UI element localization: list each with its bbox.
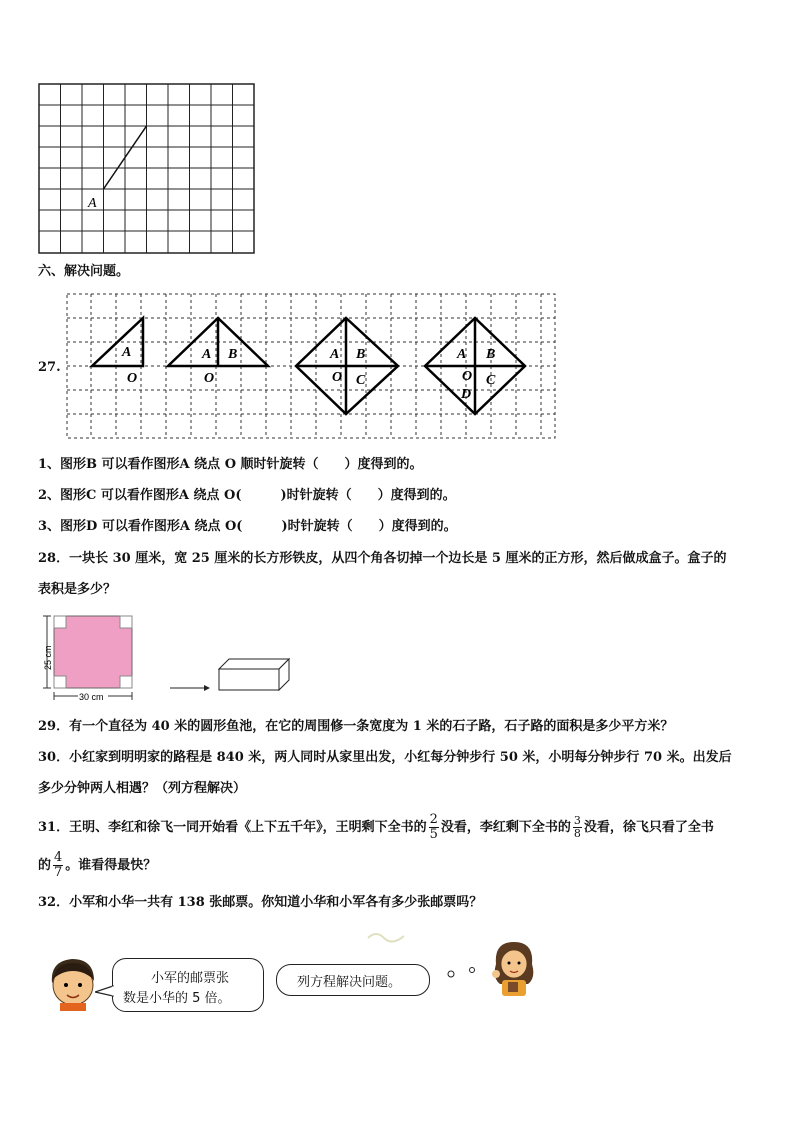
boy-speech-bubble bbox=[112, 958, 264, 1012]
q29: 29．有一个直径为 40 米的圆形鱼池，在它的周围修一条宽度为 1 米的石子路，石子路的面积是多少平方米？ bbox=[38, 719, 674, 734]
point-a-label: A bbox=[88, 196, 97, 211]
fraction-four-sevenths: $\frac{4}{7}$ bbox=[54, 850, 63, 880]
svg-text:B: B bbox=[228, 347, 238, 362]
bubble-tail bbox=[95, 985, 115, 997]
q28-line2: 表积是多少？ bbox=[38, 582, 117, 597]
q31-line1: 31．王明、李红和徐飞一同开始看《上下五千年》，王明剩下全书的 $\frac{2}{5}$ 没看，李红剩下全书的 $\frac{3}{8}$ 没看，徐飞只看了全书 bbox=[38, 812, 714, 842]
grid-figure bbox=[38, 83, 256, 255]
svg-text:O: O bbox=[332, 370, 343, 385]
svg-text:C: C bbox=[356, 373, 366, 388]
svg-text:A: A bbox=[457, 347, 467, 362]
q27-sub1: 1、图形B 可以看作图形A 绕点 O 顺时针旋转（ ）度得到的。 bbox=[38, 457, 423, 472]
q27-number: 27. bbox=[38, 360, 61, 375]
fraction-two-fifths: $\frac{2}{5}$ bbox=[429, 812, 438, 842]
svg-text:A: A bbox=[122, 345, 132, 360]
q32: 32．小军和小华一共有 138 张邮票。你知道小华和小军各有多少张邮票吗？ bbox=[38, 895, 483, 910]
svg-text:B: B bbox=[486, 347, 496, 362]
rotation-figure bbox=[66, 292, 558, 440]
svg-text:D: D bbox=[461, 387, 472, 402]
svg-text:A: A bbox=[330, 347, 340, 362]
q28-line1: 28．一块长 30 厘米，宽 25 厘米的长方形铁皮，从四个角各切掉一个边长是 5 厘米的正方形，然后做成盒子。盒子的 bbox=[38, 551, 727, 566]
bubble1-line1: 小军的邮票张 bbox=[151, 971, 230, 986]
bubble2-text: 列方程解决问题。 bbox=[297, 975, 402, 990]
box-icon bbox=[217, 656, 291, 692]
section-title: 六、解决问题。 bbox=[38, 264, 130, 279]
svg-text:B: B bbox=[356, 347, 366, 362]
boy-avatar-icon bbox=[44, 955, 104, 1011]
faint-mark bbox=[364, 928, 410, 946]
svg-text:A: A bbox=[202, 347, 212, 362]
svg-text:C: C bbox=[486, 373, 496, 388]
height-label: 25 cm bbox=[43, 645, 53, 670]
thought-dots-icon bbox=[444, 962, 484, 982]
q30-line2: 多少分钟两人相遇？（列方程解决） bbox=[38, 781, 247, 796]
q27-sub3: 3、图形D 可以看作图形A 绕点 O( )时针旋转（ ）度得到的。 bbox=[38, 519, 457, 534]
svg-text:O: O bbox=[204, 371, 215, 386]
girl-avatar-icon bbox=[488, 938, 540, 998]
svg-text:O: O bbox=[462, 369, 473, 384]
q31-line2: 的 $\frac{4}{7}$ 。谁看得最快？ bbox=[38, 850, 157, 880]
box-net-figure bbox=[38, 610, 148, 702]
bubble1-line2: 数是小华的 5 倍。 bbox=[123, 991, 231, 1006]
girl-thought-bubble bbox=[276, 964, 430, 996]
arrow-icon bbox=[170, 683, 210, 693]
width-label: 30 cm bbox=[79, 692, 104, 702]
q30-line1: 30．小红家到明明家的路程是 840 米，两人同时从家里出发，小红每分钟步行 50 米，小明每分钟步行 70 米。出发后 bbox=[38, 750, 732, 765]
fraction-three-eighths: $\frac{3}{8}$ bbox=[573, 814, 581, 840]
svg-text:O: O bbox=[127, 371, 138, 386]
q27-sub2: 2、图形C 可以看作图形A 绕点 O( )时针旋转（ ）度得到的。 bbox=[38, 488, 456, 503]
